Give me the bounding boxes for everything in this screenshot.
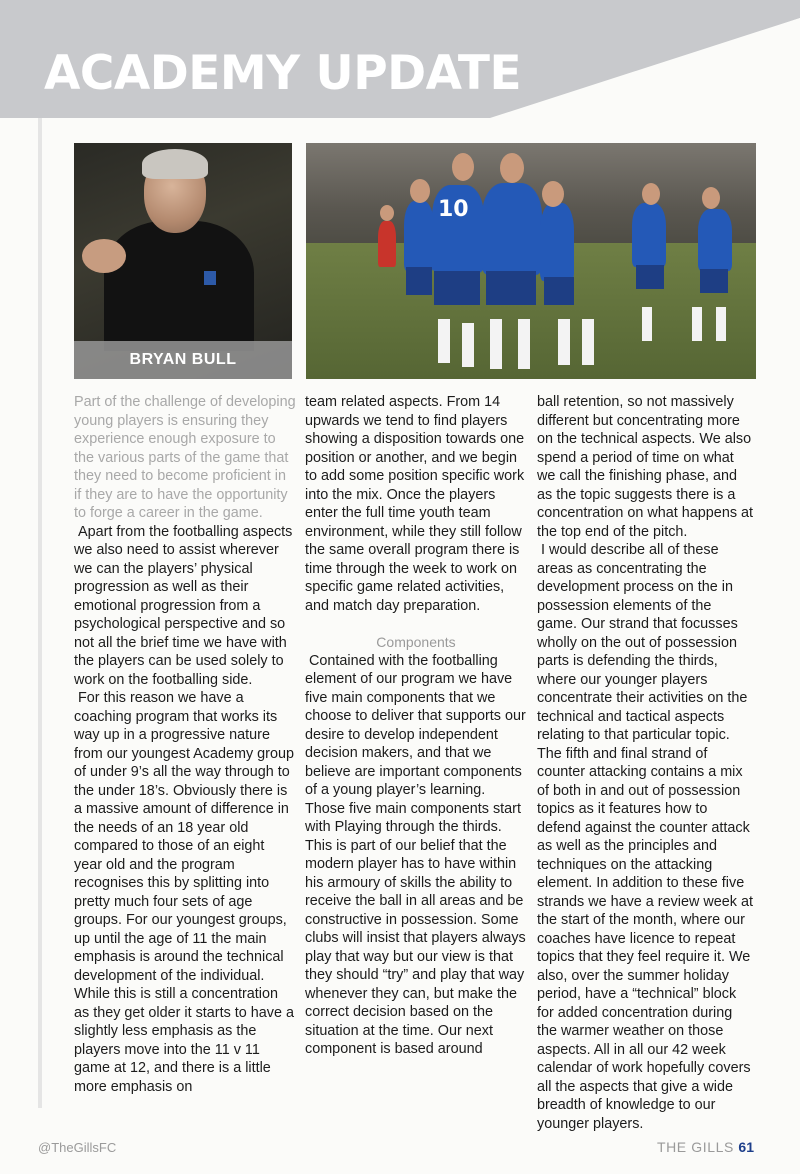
body-paragraph: ball retention, so not massively different but concentrating more on the technical aspects. We also spend a period of time on what we call the finishing phase, and as the topic suggests there is a concentration on what happens at the top end of the pitch. [537, 394, 754, 540]
player-sock [518, 319, 530, 369]
player [698, 209, 732, 271]
section-heading-components: Components [376, 634, 456, 650]
shirt-number: 10 [438, 197, 469, 222]
coach-photo [74, 143, 292, 379]
body-paragraph: I would describe all of these areas as concentrating the development process on the in possession elements of the game. Our strand that focusses wholly on the out of possession parts is defending the thirds, where our younger players concentrate their activities on the technical and tactical aspects relating to that particular topic. The fifth and final strand of counter attacking contains a mix of both in and out of possession topics as it features how to defend against the counter attack as well as the principles and techniques on the attacking element. In addition to these five strands we have a review week at the start of the month, where our coaches have licence to repeat topics that they feel require it. We also, over the summer holiday period, have a “technical” block for added concentration during the warmer weather on those aspects. All in all our 42 week calendar of work hopefully covers all the aspects that give a wide breadth of knowledge to our younger players. [537, 542, 753, 1132]
opponent-player [378, 221, 396, 267]
body-paragraph: For this reason we have a coaching program that works its way up in a progressive nature from our youngest Academy group of under 9’s all the way through to the under 18’s. Obviously there is a massive amount of difference in the needs of an 18 year old compared to those of an eight year old and the program recognises this by splitting into pretty much four sets of age groups. For our youngest groups, up until the age of 11 the main emphasis is around the technical development of the individual. While this is still a concentration as they get older it starts to have a slightly less emphasis as the players move into the 11 v 11 game at 12, and there is a little more emphasis on [74, 690, 294, 1095]
page-footer [657, 1139, 754, 1155]
player [632, 203, 666, 267]
team-celebration-photo [306, 143, 756, 379]
player [404, 201, 434, 271]
player-sock [582, 319, 594, 365]
player-head [380, 205, 394, 221]
player [482, 183, 542, 275]
player-sock [716, 307, 726, 341]
left-rule [38, 118, 42, 1108]
player-head [452, 153, 474, 181]
body-paragraph: Apart from the footballing aspects we also need to assist wherever we can the players’ physical progression as well as their emotional progression from a psychological perspective and so not all the brief time we have with the players can be used solely to work on the footballing side. [74, 523, 293, 688]
club-crest-badge [204, 271, 216, 285]
player-shorts [486, 271, 536, 305]
player-shorts [700, 269, 728, 293]
intro-paragraph: Part of the challenge of developing young players is ensuring they experience enough exposure to the various parts of the game that they need to become proficient in if they are to have the opportunity to forge a career in the game. [74, 394, 296, 521]
player-sock [462, 323, 474, 367]
column-2 [305, 393, 527, 1059]
player-sock [642, 307, 652, 341]
page-title: ACADEMY UPDATE [44, 46, 522, 101]
player-sock [558, 319, 570, 365]
coach-hair [142, 149, 208, 179]
player-sock [438, 319, 450, 363]
coach-caption: BRYAN BULL [74, 341, 292, 379]
player-sock [490, 319, 502, 369]
player-head [410, 179, 430, 203]
player-shorts [636, 265, 664, 289]
twitter-handle: @TheGillsFC [38, 1140, 117, 1155]
player-sock [692, 307, 702, 341]
column-3 [537, 393, 755, 1133]
paragraph-spacer [305, 615, 527, 633]
player-shorts [406, 267, 432, 295]
player [540, 203, 574, 281]
body-paragraph: Contained with the footballing element of our program we have five main components that we choose to deliver that supports our desire to develop independent decision makers, and that we believe are important components of a young player’s learning. Those five main components start with Playing through the thirds. This is part of our belief that the modern player has to have within his armoury of skills the ability to receive the ball in all areas and be constructive in possession. Some clubs will insist that players always play that way but our view is that they should “try” and play that way whenever they can, but make the correct decision based on the situation at the time. Our next component is based around [305, 652, 526, 1057]
player-head [500, 153, 524, 183]
player-head [542, 181, 564, 207]
coach-jacket [104, 221, 254, 351]
page-number: 61 [738, 1139, 754, 1155]
magazine-name: THE GILLS [656, 1139, 734, 1155]
column-1 [74, 393, 296, 1096]
player-head [702, 187, 720, 209]
body-paragraph: team related aspects. From 14 upwards we tend to find players showing a disposition towards one position or another, and we begin to add some position specific work into the mix. Once the players enter the full time youth team environment, while they still follow the same overall program there is time through the week to work on specific game related activities, and match day preparation. [305, 394, 525, 614]
coach-hand [82, 239, 126, 273]
player-shorts [434, 271, 480, 305]
player-shorts [544, 277, 574, 305]
player-head [642, 183, 660, 205]
